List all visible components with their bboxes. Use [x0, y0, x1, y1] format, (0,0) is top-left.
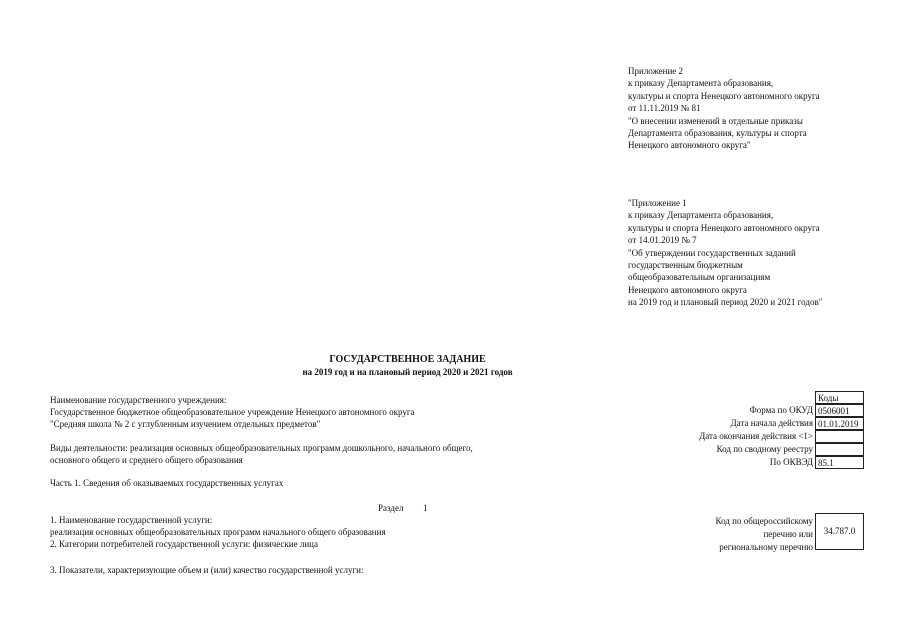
appendix-1-line: "Об утверждении государственных заданий	[628, 247, 796, 258]
codes-row-label: Дата окончания действия <1>	[699, 431, 813, 441]
appendix-2-line: "О внесении изменений в отдельные приказы	[628, 115, 803, 126]
part-1-heading: Часть 1. Сведения об оказываемых государственных услугах	[50, 478, 284, 488]
appendix-2-line: Департамента образования, культуры и спорта	[628, 128, 807, 139]
appendix-2-line: Ненецкого автономного округа"	[628, 140, 751, 151]
activity-line-2: основного общего и среднего общего образования	[50, 455, 243, 465]
appendix-1-line: государственным бюджетным	[628, 260, 743, 271]
appendix-1-line: общеобразовательным организациям	[628, 272, 771, 283]
section-number: 1	[423, 503, 428, 513]
activity-line-1: Виды деятельности: реализация основных общеобразовательных программ дошкольного, начального общего,	[50, 443, 473, 453]
section-label: Раздел	[378, 503, 404, 513]
codes-row-label: Дата начала действия	[730, 418, 813, 428]
consumer-category: 2. Категории потребителей государственной услуги: физические лица	[50, 539, 318, 549]
institution-name-line-2: "Средняя школа № 2 с углубленным изучением отдельных предметов"	[50, 419, 321, 429]
appendix-2-block	[628, 65, 820, 152]
service-name-value: реализация основных общеобразовательных программ начального общего образования	[50, 527, 386, 537]
appendix-2-line: Приложение 2	[628, 66, 684, 76]
institution-label: Наименование государственного учреждения:	[50, 395, 227, 405]
appendix-1-block	[628, 197, 822, 309]
registry-label-line-1: Код по общероссийскому	[715, 516, 813, 526]
appendix-1-line: "Приложение 1	[628, 198, 687, 208]
codes-row-value	[815, 443, 864, 456]
codes-row-value: 85.1	[815, 456, 864, 469]
registry-label-line-3: региональному перечню	[719, 542, 813, 552]
appendix-2-line: культуры и спорта Ненецкого автономного округа	[628, 90, 820, 101]
registry-label-line-2: перечню или	[763, 529, 813, 539]
document-subtitle: на 2019 год и на плановый период 2020 и 2021 годов	[302, 367, 513, 377]
appendix-2-line: от 11.11.2019 № 81	[628, 103, 701, 114]
codes-row-value: 0506001	[815, 404, 864, 417]
registry-code-value: 34.787.0	[815, 513, 864, 550]
appendix-2-line: к приказу Департамента образования,	[628, 78, 774, 89]
appendix-1-line: к приказу Департамента образования,	[628, 210, 774, 221]
document-title: ГОСУДАРСТВЕННОЕ ЗАДАНИЕ	[329, 354, 486, 365]
codes-row-label: Форма по ОКУД	[749, 405, 813, 415]
appendix-1-line: культуры и спорта Ненецкого автономного округа	[628, 222, 820, 233]
codes-row-label: Код по сводному реестру	[716, 444, 813, 454]
codes-row-value	[815, 430, 864, 443]
appendix-1-line: Ненецкого автономного округа	[628, 284, 747, 295]
appendix-1-line: на 2019 год и плановый период 2020 и 2021 годов"	[628, 297, 823, 308]
appendix-1-line: от 14.01.2019 № 7	[628, 235, 697, 246]
indicators-heading: 3. Показатели, характеризующие объем и (или) качество государственной услуги:	[50, 565, 364, 575]
codes-row-value: 01.01.2019	[815, 417, 864, 430]
codes-header: Коды	[815, 391, 864, 404]
service-name-label: 1. Наименование государственной услуги:	[50, 515, 213, 525]
codes-row-label: По ОКВЭД	[769, 457, 813, 467]
institution-name-line-1: Государственное бюджетное общеобразовательное учреждение Ненецкого автономного округа	[50, 407, 415, 417]
